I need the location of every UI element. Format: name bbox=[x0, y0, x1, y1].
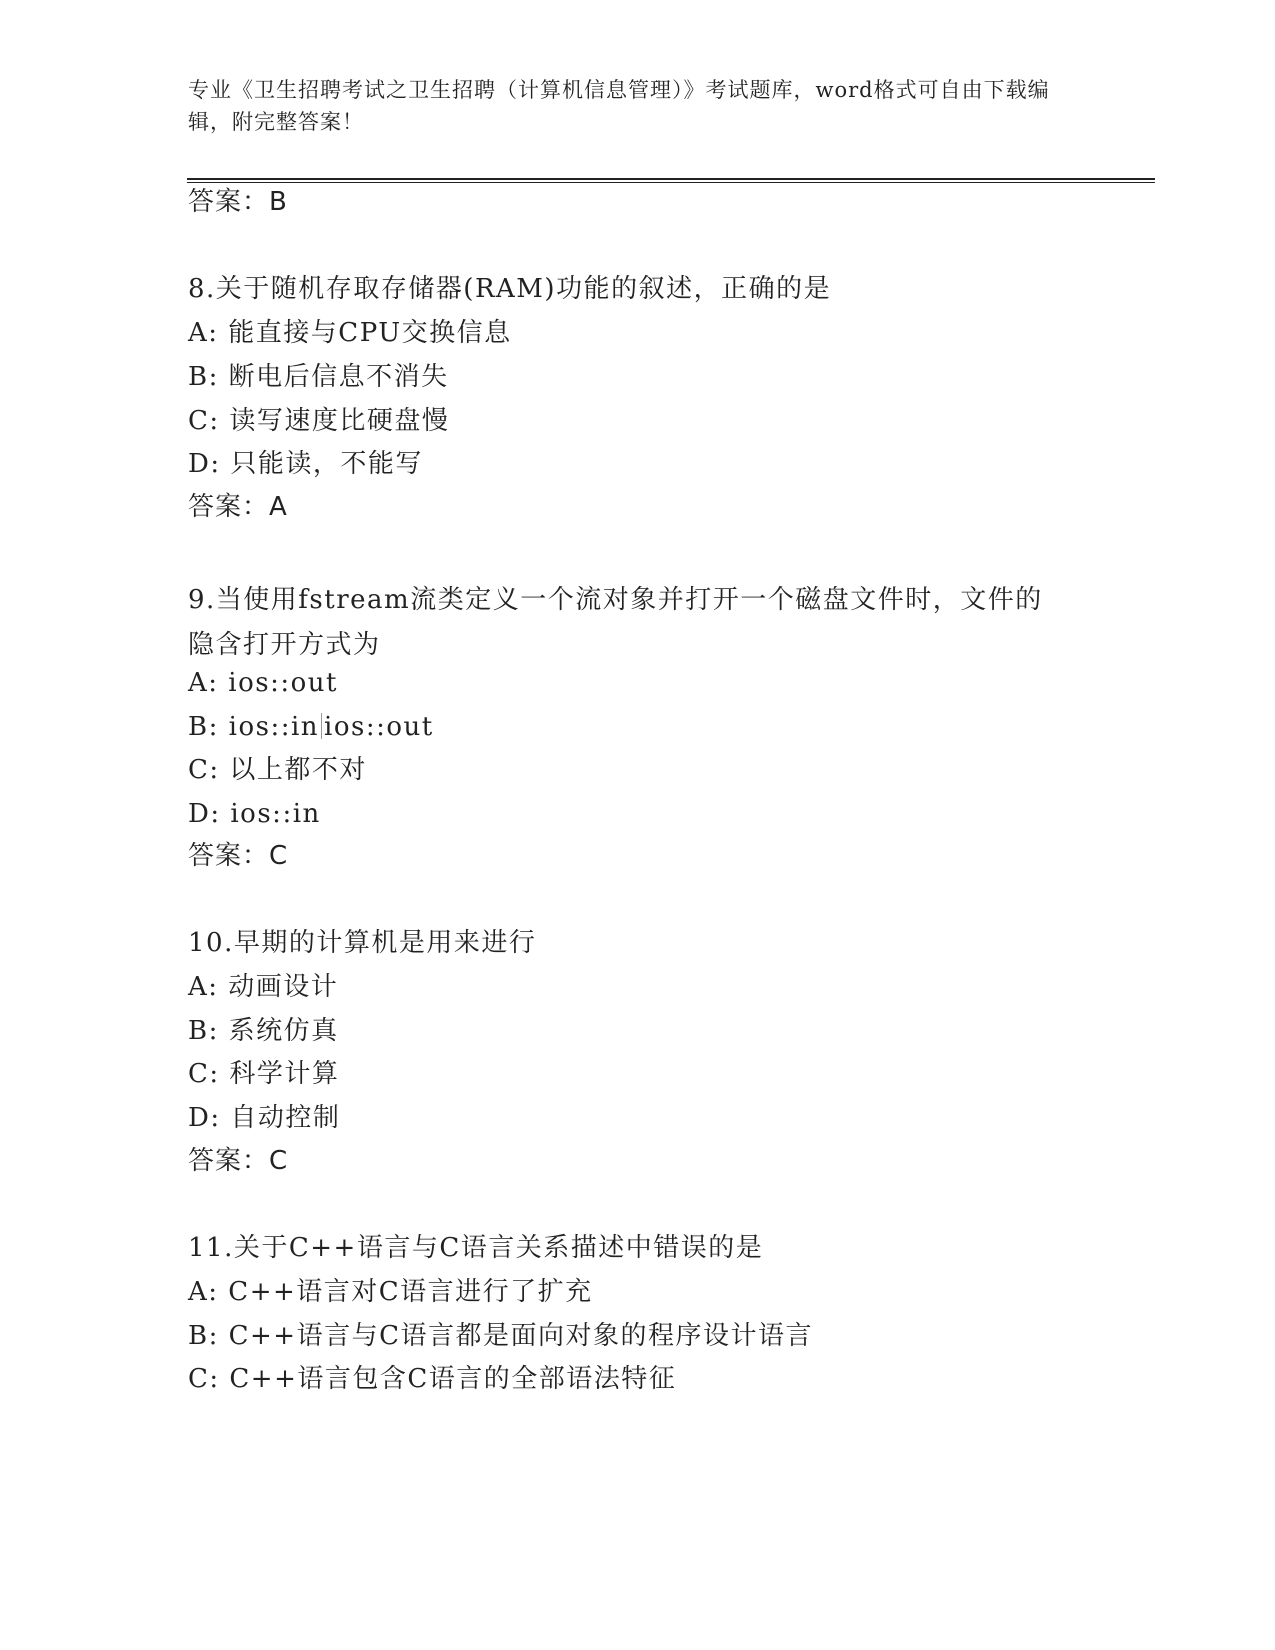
question-8-option-d: D: 只能读，不能写 bbox=[188, 449, 423, 479]
answer-previous: 答案：B bbox=[188, 187, 288, 217]
question-10-option-a: A: 动画设计 bbox=[188, 972, 339, 1002]
question-8-answer: 答案：A bbox=[188, 492, 288, 522]
question-8-option-b: B: 断电后信息不消失 bbox=[188, 362, 449, 392]
question-9-option-c: C: 以上都不对 bbox=[188, 755, 367, 785]
question-10-answer: 答案：C bbox=[188, 1146, 289, 1176]
question-10-option-d: D: 自动控制 bbox=[188, 1103, 341, 1133]
question-11-option-c: C: C++语言包含C语言的全部语法特征 bbox=[188, 1364, 677, 1394]
question-9-option-a: A: ios::out bbox=[188, 668, 338, 698]
question-11-option-b: B: C++语言与C语言都是面向对象的程序设计语言 bbox=[188, 1321, 813, 1351]
question-10-stem: 10.早期的计算机是用来进行 bbox=[188, 928, 537, 958]
question-11-option-a: A: C++语言对C语言进行了扩充 bbox=[188, 1277, 593, 1307]
question-9-option-b bbox=[188, 710, 434, 744]
question-9-option-b-part2: ios::out bbox=[324, 712, 434, 742]
document-header: 专业《卫生招聘考试之卫生招聘（计算机信息管理）》考试题库，word格式可自由下载编辑，附完整答案！ bbox=[188, 78, 1050, 134]
question-8-stem: 8.关于随机存取存储器(RAM)功能的叙述，正确的是 bbox=[188, 274, 832, 304]
question-10-option-b: B: 系统仿真 bbox=[188, 1016, 339, 1046]
question-9-stem: 9.当使用fstream流类定义一个流对象并打开一个磁盘文件时，文件的隐含打开方式为 bbox=[188, 585, 1043, 660]
question-10-option-c: C: 科学计算 bbox=[188, 1059, 340, 1089]
question-9-answer: 答案：C bbox=[188, 841, 289, 871]
pipe-separator bbox=[321, 713, 322, 739]
question-8-option-a: A: 能直接与CPU交换信息 bbox=[188, 318, 512, 348]
question-9-option-d: D: ios::in bbox=[188, 799, 321, 829]
question-9-option-b-part1: B: ios::in bbox=[188, 712, 320, 742]
header-divider bbox=[187, 178, 1155, 183]
question-8-option-c: C: 读写速度比硬盘慢 bbox=[188, 406, 450, 436]
question-11-stem: 11.关于C++语言与C语言关系描述中错误的是 bbox=[188, 1233, 764, 1263]
